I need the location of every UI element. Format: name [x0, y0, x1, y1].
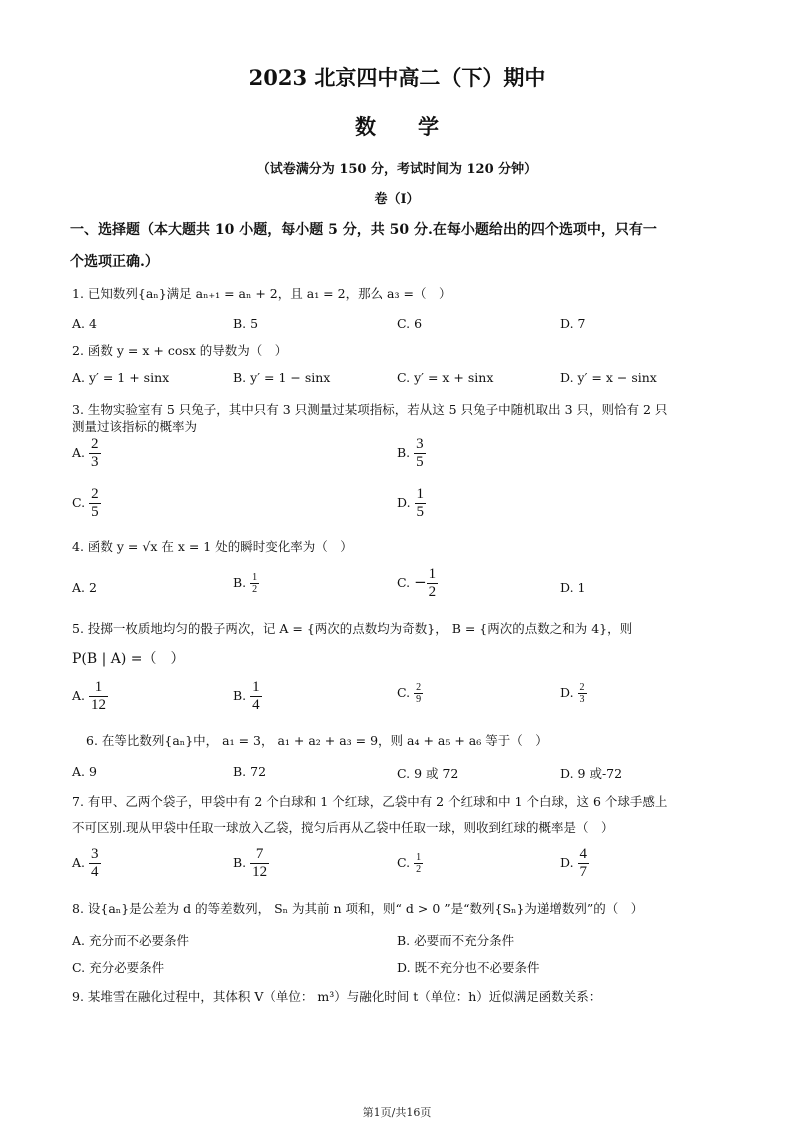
fraction — [89, 679, 108, 714]
numerator: 1 — [252, 679, 260, 695]
fraction — [89, 846, 101, 881]
fraction — [578, 682, 587, 705]
q4-option-c[interactable] — [397, 566, 438, 601]
q1-option-b[interactable]: B. 5 — [233, 316, 259, 331]
option-label: D. — [397, 495, 411, 510]
question-7-line1: 7. 有甲、乙两个袋子，甲袋中有 2 个白球和 1 个红球，乙袋中有 2 个红球和中 1 个白球，这 6 个球手感上 — [72, 794, 668, 809]
question-9: 9. 某堆雪在融化过程中，其体积 V（单位： m³）与融化时间 t（单位：h）近似满足函数关系： — [72, 989, 602, 1004]
numerator: 1 — [252, 572, 258, 583]
denominator: 3 — [579, 694, 585, 705]
q3-option-b[interactable] — [397, 436, 426, 471]
page-footer: 第1页/共16页 — [362, 1106, 432, 1119]
option-label: C. — [72, 495, 86, 510]
q1-option-a[interactable]: A. 4 — [72, 316, 97, 331]
fraction — [414, 852, 423, 875]
denominator: 5 — [416, 454, 424, 470]
subject-title: 数 学 — [355, 114, 439, 139]
numerator: 7 — [255, 846, 264, 862]
q5-option-a[interactable] — [72, 679, 108, 714]
numerator: 3 — [416, 436, 424, 452]
fraction — [89, 486, 101, 521]
option-label: C. — [397, 855, 411, 870]
q6-option-d[interactable]: D. 9 或-72 — [560, 766, 623, 781]
q6-option-a[interactable]: A. 9 — [72, 764, 97, 779]
q7-option-b[interactable] — [233, 846, 269, 881]
option-label: D. — [560, 685, 574, 700]
fraction — [414, 682, 423, 705]
q3-option-c[interactable] — [72, 486, 101, 521]
fraction — [414, 436, 426, 471]
fraction — [578, 846, 590, 881]
option-label: C. — [397, 575, 411, 590]
question-5-line1: 5. 投掷一枚质地均匀的骰子两次，记 A = {两次的点数均为奇数}， B = {两次的点数之和为 4}，则 — [72, 621, 633, 636]
option-label: A. — [72, 445, 86, 460]
question-6: 6. 在等比数列{aₙ}中， a₁ = 3， a₁ + a₂ + a₃ = 9，则 a₄ + a₅ + a₆ 等于（ ） — [86, 733, 548, 748]
option-label: D. — [560, 855, 574, 870]
exam-note: （试卷满分为 150 分，考试时间为 120 分钟） — [256, 162, 538, 177]
q8-option-a[interactable]: A. 充分而不必要条件 — [72, 933, 189, 948]
fraction — [89, 436, 101, 471]
option-label: B. — [397, 445, 411, 460]
question-5-line2: P(B | A) =（ ） — [72, 651, 185, 667]
denominator: 7 — [579, 864, 588, 880]
q2-option-d[interactable]: D. y′ = x − sinx — [560, 370, 657, 385]
section-heading-line2: 个选项正确.） — [70, 254, 159, 270]
q4-option-d[interactable]: D. 1 — [560, 580, 586, 595]
q7-option-d[interactable] — [560, 846, 589, 881]
denominator: 2 — [252, 584, 258, 595]
q5-option-b[interactable] — [233, 679, 262, 714]
q6-option-c[interactable]: C. 9 或 72 — [397, 766, 459, 781]
denominator: 5 — [416, 504, 425, 520]
page-title: 2023 北京四中高二（下）期中 — [248, 65, 546, 90]
option-label: B. — [233, 688, 247, 703]
q3-option-d[interactable] — [397, 486, 426, 521]
q7-option-c[interactable] — [397, 852, 423, 875]
numerator: 1 — [94, 679, 103, 695]
question-3-line2: 测量过该指标的概率为 — [72, 419, 198, 434]
numerator: 2 — [579, 682, 585, 693]
q8-option-b[interactable]: B. 必要而不充分条件 — [397, 933, 515, 948]
question-8: 8. 设{aₙ}是公差为 d 的等差数列， Sₙ 为其前 n 项和，则“ d > 0 ”是“数列{Sₙ}为递增数列”的（ ） — [72, 901, 644, 916]
fraction — [250, 846, 269, 881]
q3-option-a[interactable] — [72, 436, 101, 471]
question-2: 2. 函数 y = x + cosx 的导数为（ ） — [72, 343, 288, 358]
fraction — [427, 566, 439, 601]
q2-option-a[interactable]: A. y′ = 1 + sinx — [72, 370, 170, 385]
numerator: 1 — [428, 566, 437, 582]
numerator: 2 — [91, 436, 99, 452]
option-label: A. — [72, 855, 86, 870]
question-4: 4. 函数 y = √x 在 x = 1 处的瞬时变化率为（ ） — [72, 539, 353, 554]
denominator: 4 — [252, 697, 260, 713]
q6-option-b[interactable]: B. 72 — [233, 764, 267, 779]
numerator: 3 — [91, 846, 99, 862]
option-label: A. — [72, 688, 86, 703]
fraction — [250, 572, 259, 595]
q4-option-b[interactable] — [233, 572, 259, 595]
numerator: 4 — [579, 846, 588, 862]
q2-option-c[interactable]: C. y′ = x + sinx — [397, 370, 494, 385]
section-heading-line1: 一、选择题（本大题共 10 小题，每小题 5 分，共 50 分.在每小题给出的四个选项中，只有一 — [70, 222, 657, 238]
question-3-line1: 3. 生物实验室有 5 只兔子，其中只有 3 只测量过某项指标，若从这 5 只兔子中随机取出 3 只，则恰有 2 只 — [72, 402, 668, 417]
q8-option-c[interactable]: C. 充分必要条件 — [72, 960, 165, 975]
question-7-line2: 不可区别.现从甲袋中任取一球放入乙袋，搅匀后再从乙袋中任取一球，则收到红球的概率是（ ） — [72, 820, 614, 835]
option-label: B. — [233, 855, 247, 870]
denominator: 2 — [416, 864, 422, 875]
denominator: 12 — [252, 864, 268, 880]
minus-sign: − — [414, 573, 427, 591]
numerator: 1 — [416, 486, 425, 502]
numerator: 2 — [416, 682, 422, 693]
fraction — [250, 679, 262, 714]
q5-option-c[interactable] — [397, 682, 423, 705]
question-1: 1. 已知数列{aₙ}满足 aₙ₊₁ = aₙ + 2，且 a₁ = 2，那么 a₃ =（ ） — [72, 286, 452, 301]
q1-option-c[interactable]: C. 6 — [397, 316, 423, 331]
denominator: 5 — [91, 504, 99, 520]
denominator: 4 — [91, 864, 99, 880]
numerator: 1 — [416, 852, 422, 863]
denominator: 9 — [416, 694, 422, 705]
denominator: 12 — [91, 697, 106, 713]
q5-option-d[interactable] — [560, 682, 587, 705]
volume-label: 卷（I） — [374, 192, 420, 207]
q4-option-a[interactable]: A. 2 — [72, 580, 97, 595]
q2-option-b[interactable]: B. y′ = 1 − sinx — [233, 370, 331, 385]
numerator: 2 — [91, 486, 99, 502]
option-label: C. — [397, 685, 411, 700]
denominator: 2 — [428, 584, 437, 600]
option-label: B. — [233, 575, 247, 590]
denominator: 3 — [91, 454, 99, 470]
q8-option-d[interactable]: D. 既不充分也不必要条件 — [397, 960, 540, 975]
q7-option-a[interactable] — [72, 846, 101, 881]
fraction — [415, 486, 427, 521]
q1-option-d[interactable]: D. 7 — [560, 316, 586, 331]
